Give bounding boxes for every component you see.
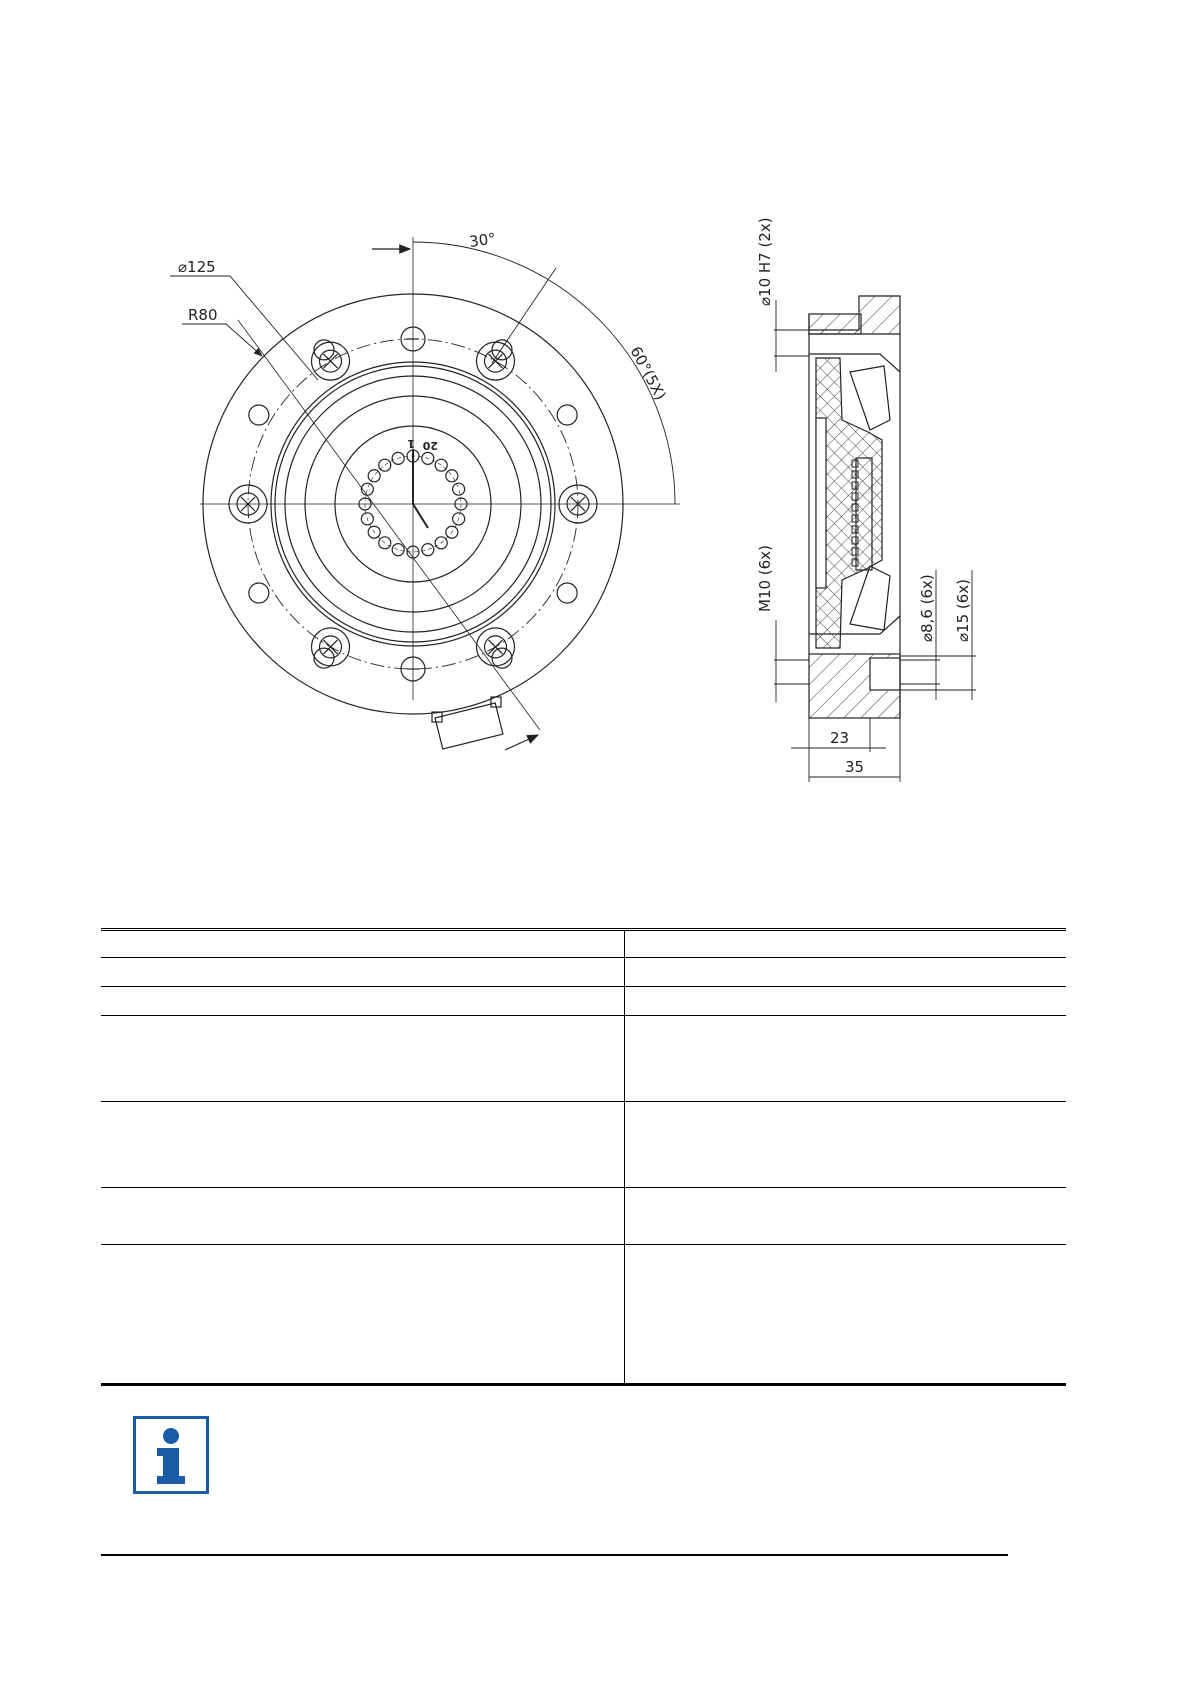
angle-30-label: 30°: [468, 229, 497, 251]
bore-small-label: ⌀8,6 (6x): [918, 574, 936, 642]
connector-pin: [361, 483, 373, 495]
connector-pin: [379, 459, 391, 471]
leader-60deg: [492, 268, 556, 363]
technical-drawing: [0, 0, 1192, 800]
table-cell: [101, 1016, 625, 1102]
table-row: [101, 1188, 1066, 1245]
flange-hole: [249, 583, 269, 603]
table-row: [101, 958, 1066, 987]
connector-pin: [422, 544, 434, 556]
table-cell: [101, 958, 625, 987]
connector-pin: [392, 544, 404, 556]
thread-label: M10 (6x): [756, 545, 774, 612]
connector-pin: [368, 470, 380, 482]
connector-pin: [446, 470, 458, 482]
arrow-30deg-bottom: [505, 735, 538, 750]
spec-table: [101, 928, 1066, 1386]
flange-hole: [557, 405, 577, 425]
table-row: [101, 987, 1066, 1016]
contact-lower: [850, 566, 890, 630]
pin-marker-diagonal: [413, 504, 428, 528]
dia-125-label: ⌀125: [178, 258, 216, 276]
bore-large-label: ⌀15 (6x): [954, 578, 972, 642]
cable-connector: [435, 703, 503, 749]
table-cell: [101, 1245, 625, 1385]
angle-60-label: 60°(5X): [626, 343, 670, 404]
dowel-label: ⌀10 H7 (2x): [756, 217, 774, 306]
section-top-lip: [809, 314, 861, 334]
table-cell: [101, 930, 625, 958]
contact-upper: [850, 366, 890, 430]
table-cell: [625, 1016, 1067, 1102]
side-section-view: [809, 296, 900, 718]
center-plate: [816, 418, 826, 588]
table-row: [101, 1245, 1066, 1385]
table-cell: [101, 987, 625, 1016]
table-row: [101, 1102, 1066, 1188]
pin-1-label: 1: [407, 437, 415, 450]
flange-hole: [557, 583, 577, 603]
table-row: [101, 1016, 1066, 1102]
footer-rule: [101, 1554, 1008, 1556]
leader-r80: [182, 324, 262, 356]
table-cell: [625, 1102, 1067, 1188]
bore-cut: [870, 658, 900, 690]
table-cell: [625, 1188, 1067, 1245]
table-cell: [625, 1245, 1067, 1385]
depth-23-label: 23: [830, 729, 850, 747]
depth-35-label: 35: [845, 758, 865, 776]
table-cell: [625, 930, 1067, 958]
r80-label: R80: [188, 306, 218, 324]
table-cell: [625, 958, 1067, 987]
angle-arc: [413, 242, 675, 504]
table-cell: [101, 1188, 625, 1245]
connector-pin: [453, 483, 465, 495]
table-row: [101, 930, 1066, 958]
table-cell: [625, 987, 1067, 1016]
info-icon: [133, 1416, 209, 1494]
table-cell: [101, 1102, 625, 1188]
front-view: [170, 237, 680, 750]
pin-20-label: 20: [422, 439, 438, 452]
flange-hole: [249, 405, 269, 425]
